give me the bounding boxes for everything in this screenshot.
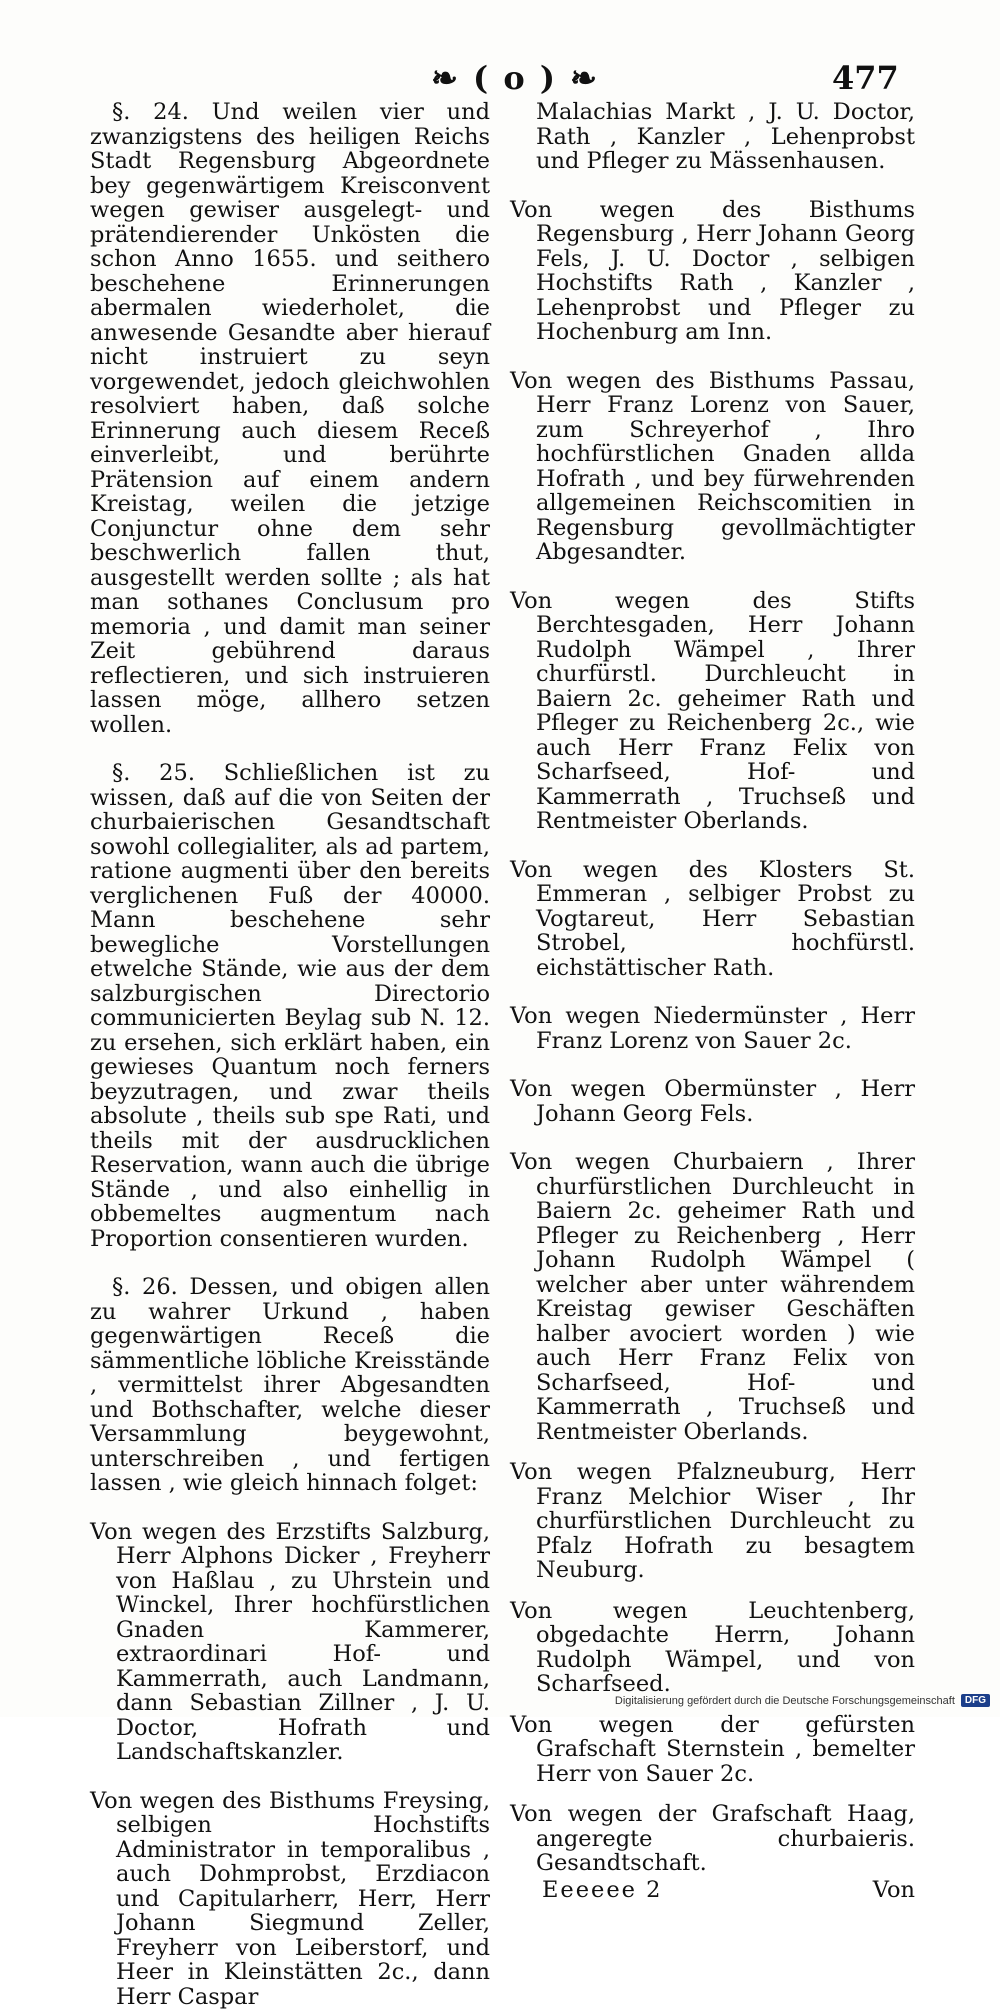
- dfg-logo-icon: DFG: [961, 1694, 990, 1707]
- continuation-text: Malachias Markt , J. U. Doctor, Rath , Kanzler , Lehenprobst und Pfleger zu Mässenhausen.: [536, 99, 915, 174]
- paragraph-section-25: §. 25. Schließlichen ist zu wissen, daß auf die von Seiten der churbaierischen Gesandtschaft sowohl collegialiter, als ad partem, ratione augmenti über den bereits verglichenen Fuß der 40000. Mann beschehene sehr bewegliche Vorstellungen etwelche Stände, wie aus der dem salzburgischen Directorio communicierten Beylag sub N. 12. zu ersehen, sich erklärt haben, ein gewieses Quantum noch ferners beyzutragen, und zwar theils absolute , theils sub spe Rati, und theils mit der ausdrucklichen Reservation, wann auch die übrige Stände , und also einhellig in obbemeltes augmentum nach Proportion consentieren wurden.: [90, 760, 490, 1252]
- signatory-entry: Von wegen Obermünster , Herr Johann Georg Fels.: [510, 1076, 915, 1127]
- signatory-entry: Von wegen des Stifts Berchtesgaden, Herr Johann Rudolph Wämpel , Ihrer churfürstl. Durchleucht in Baiern 2c. geheimer Rath und Pfleger zu Reichenberg 2c., wie auch Herr Franz Felix von Scharfseed, Hof- und Kammerrath , Truchseß und Rentmeister Oberlands.: [510, 587, 915, 834]
- signatory-entry: Von wegen der Grafschaft Haag, angeregte churbaieris. Gesandtschaft.: [510, 1801, 915, 1876]
- catchword: Von: [872, 1876, 915, 1903]
- signatory-entry: Von wegen des Erzstifts Salzburg, Herr Alphons Dicker , Freyherr von Haßlau , zu Uhrstein und Winckel, Ihrer hochfürstlichen Gnaden Kammerer, extraordinari Hof- und Kammerrath, auch Landmann, dann Sebastian Zillner , J. U. Doctor, Hofrath und Landschaftskanzler.: [90, 1518, 490, 1765]
- signatory-entry: Von wegen des Bisthums Regensburg , Herr Johann Georg Fels, J. U. Doctor , selbigen Hochstifts Rath , Kanzler , Lehenprobst und Pfleger zu Hochenburg am Inn.: [510, 196, 915, 345]
- header-ornament: ❧ ( o ) ❧: [431, 59, 599, 97]
- page-number: 477: [832, 59, 899, 97]
- signatory-entry: Von wegen Niedermünster , Herr Franz Lorenz von Sauer 2c.: [510, 1003, 915, 1054]
- signatory-entry: Von wegen der gefürsten Grafschaft Sternstein , bemelter Herr von Sauer 2c.: [510, 1711, 915, 1787]
- page-header: [0, 58, 1000, 98]
- digitization-footer: [615, 1694, 990, 1707]
- paragraph-section-24: §. 24. Und weilen vier und zwanzigstens des heiligen Reichs Stadt Regensburg Abgeordnete bey gegenwärtigem Kreisconvent wegen gewiser ausgelegt- und prätendierender Unkösten die schon Anno 1655. und seithero beschehene Erinnerungen abermalen wiederholet, die anwesende Gesandte aber hierauf nicht instruiert zu seyn vorgewendet, jedoch gleichwohlen resolviert haben, daß solche Erinnerung auch diesem Receß einverleibt, und berührte Prätension auf einem andern Kreistag, weilen die jetzige Conjunctur ohne dem sehr beschwerlich fallen thut, ausgestellt werden sollte ; als hat man sothanes Conclusum pro memoria , und damit man seiner Zeit gebührend daraus reflectieren, und sich instruieren lassen möge, allhero setzen wollen.: [90, 99, 490, 738]
- signature-mark: Eeeeee 2: [542, 1876, 663, 1903]
- paragraph-section-26: §. 26. Dessen, und obigen allen zu wahrer Urkund , haben gegenwärtigen Receß die sämmentliche löbliche Kreisstände , vermittelst ihrer Abgesandten und Bothschafter, welche dieser Versammlung beygewohnt, unterschreiben , und fertigen lassen , wie gleich hinnach folget:: [90, 1274, 490, 1496]
- signatory-entry: Von wegen des Bisthums Passau, Herr Franz Lorenz von Sauer, zum Schreyerhof , Ihro hochfürstlichen Gnaden allda Hofrath , und bey fürwehrenden allgemeinen Reichscomitien in Regensburg gevollmächtigter Abgesandter.: [510, 367, 915, 565]
- right-column: [510, 100, 915, 1904]
- signatory-entry: Von wegen des Bisthums Freysing, selbigen Hochstifts Administrator in temporalibus , auch Dohmprobst, Erzdiacon und Capitularherr, Herr, Herr Johann Siegmund Zeller, Freyherr von Leiberstorf, und Heer in Kleinstätten 2c., dann Herr Caspar: [90, 1787, 490, 2010]
- signatory-entry: Von wegen Churbaiern , Ihrer churfürstlichen Durchleucht in Baiern 2c. geheimer Rath und Pfleger zu Reichenberg , Herr Johann Rudolph Wämpel ( welcher aber unter währendem Kreistag gewiser Geschäften halber avociert worden ) wie auch Herr Franz Felix von Scharfseed, Hof- und Kammerrath , Truchseß und Rentmeister Oberlands.: [510, 1149, 915, 1445]
- left-column: [90, 100, 490, 2009]
- signature-line: [510, 1878, 915, 1904]
- footer-credit: Digitalisierung gefördert durch die Deutsche Forschungsgemeinschaft: [614, 1694, 955, 1707]
- signatory-entry: Von wegen Pfalzneuburg, Herr Franz Melchior Wiser , Ihr churfürstlichen Durchleucht zu Pfalz Hofrath zu besagtem Neuburg.: [510, 1459, 915, 1583]
- signatory-entry: Von wegen des Klosters St. Emmeran , selbiger Probst zu Vogtareut, Herr Sebastian Strobel, hochfürstl. eichstättischer Rath.: [510, 856, 915, 981]
- signatory-entry: Von wegen Leuchtenberg, obgedachte Herrn, Johann Rudolph Wämpel, und von Scharfseed.: [510, 1597, 915, 1697]
